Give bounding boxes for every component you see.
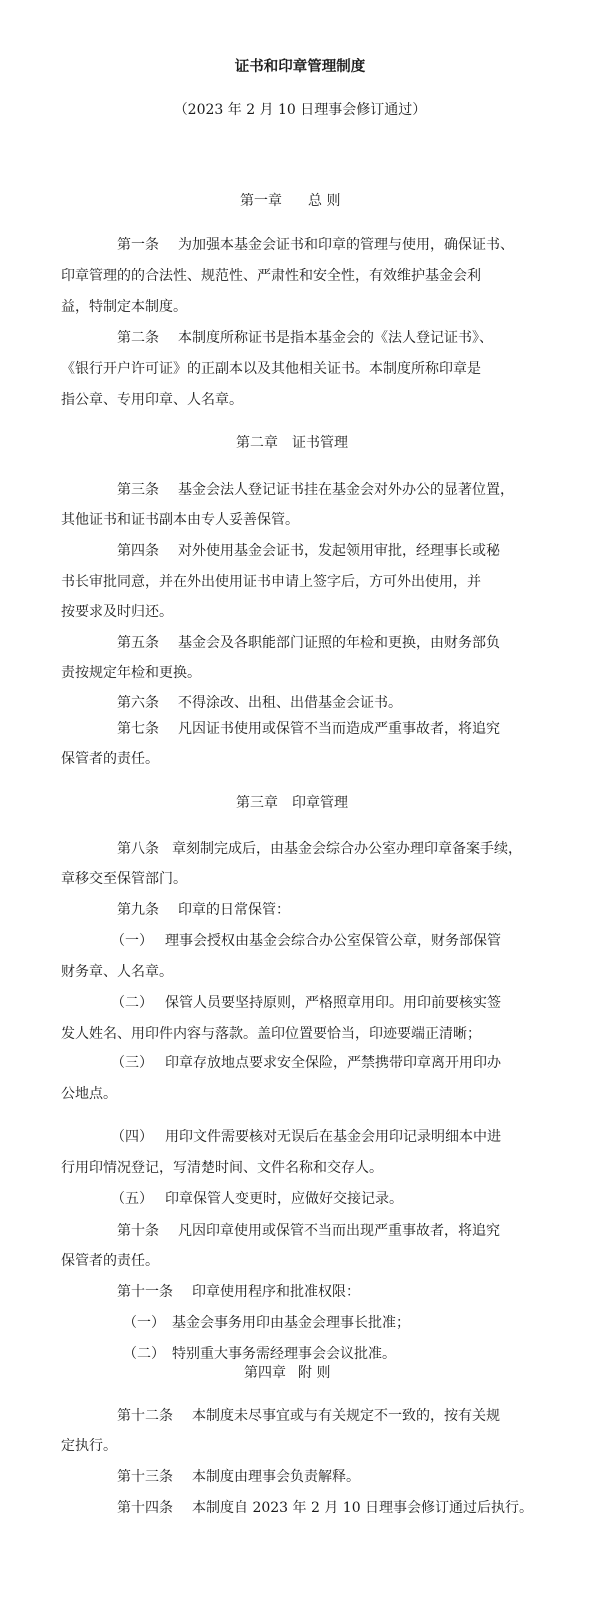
article-8-line-1: 章刻制完成后，由基金会综合办公室办理印章备案手续， xyxy=(172,841,522,857)
article-7-line-1: 凡因证书使用或保管不当而造成严重事故者，将追究 xyxy=(178,721,500,737)
article-11-item-1-line-1: 基金会事务用印由基金会理事长批准； xyxy=(172,1315,410,1331)
article-10-label: 第十条 xyxy=(117,1223,159,1239)
article-3-label: 第三条 xyxy=(117,482,159,498)
article-6-label: 第六条 xyxy=(117,695,159,711)
chapter-4-name: 附 则 xyxy=(298,1365,331,1381)
chapter-2-label: 第二章 xyxy=(236,435,278,451)
article-9-item-2-line-1: 保管人员要坚持原则，严格照章用印。用印前要核实签 xyxy=(165,995,501,1011)
article-8-line-2: 章移交至保管部门。 xyxy=(61,871,187,887)
chapter-3-label: 第三章 xyxy=(236,795,278,811)
article-9-item-5-line-1: 印章保管人变更时，应做好交接记录。 xyxy=(165,1191,403,1207)
article-9-line-1: 印章的日常保管： xyxy=(178,902,290,918)
article-4-label: 第四条 xyxy=(117,543,159,559)
article-13-label: 第十三条 xyxy=(117,1469,173,1485)
article-9-item-5-label: （五） xyxy=(111,1191,153,1207)
article-5-label: 第五条 xyxy=(117,635,159,651)
article-13-line-1: 本制度由理事会负责解释。 xyxy=(192,1469,360,1485)
article-14-label: 第十四条 xyxy=(117,1500,173,1516)
article-14-line-1: 本制度自 2023 年 2 月 10 日理事会修订通过后执行。 xyxy=(192,1500,534,1516)
article-9-item-3-label: （三） xyxy=(111,1055,153,1071)
article-12-label: 第十二条 xyxy=(117,1408,173,1424)
article-9-item-2-line-2: 发人姓名、用印件内容与落款。盖印位置要恰当，印迹要端正清晰； xyxy=(61,1026,481,1042)
article-3-line-1: 基金会法人登记证书挂在基金会对外办公的显著位置， xyxy=(178,482,514,498)
article-1-line-3: 益，特制定本制度。 xyxy=(61,299,187,315)
chapter-1-name: 总 则 xyxy=(308,193,341,209)
article-8-label: 第八条 xyxy=(117,841,159,857)
article-9-item-3-line-2: 公地点。 xyxy=(61,1086,117,1102)
article-9-item-1-label: （一） xyxy=(111,933,153,949)
document-title: 证书和印章管理制度 xyxy=(234,58,366,75)
article-2-line-1: 本制度所称证书是指本基金会的《法人登记证书》、 xyxy=(178,330,493,346)
article-1-label: 第一条 xyxy=(117,237,159,253)
article-2-line-2: 《银行开户许可证》的正副本以及其他相关证书。本制度所称印章是 xyxy=(61,361,481,377)
article-12-line-2: 定执行。 xyxy=(61,1438,117,1454)
article-12-line-1: 本制度未尽事宜或与有关规定不一致的，按有关规 xyxy=(192,1408,500,1424)
article-2-label: 第二条 xyxy=(117,330,159,346)
chapter-2-name: 证书管理 xyxy=(292,435,348,451)
chapter-1-label: 第一章 xyxy=(240,193,282,209)
article-9-item-3-line-1: 印章存放地点要求安全保险，严禁携带印章离开用印办 xyxy=(165,1055,501,1071)
chapter-3-name: 印章管理 xyxy=(292,795,348,811)
article-5-line-1: 基金会及各职能部门证照的年检和更换，由财务部负 xyxy=(178,635,500,651)
article-9-item-4-line-1: 用印文件需要核对无误后在基金会用印记录明细本中进 xyxy=(165,1129,501,1145)
article-2-line-3: 指公章、专用印章、人名章。 xyxy=(61,392,243,408)
article-4-line-1: 对外使用基金会证书，发起领用审批，经理事长或秘 xyxy=(178,543,500,559)
article-9-item-4-label: （四） xyxy=(111,1129,153,1145)
article-4-line-3: 按要求及时归还。 xyxy=(61,604,173,620)
article-6-line-1: 不得涂改、出租、出借基金会证书。 xyxy=(178,695,402,711)
article-9-item-2-label: （二） xyxy=(111,995,153,1011)
article-9-label: 第九条 xyxy=(117,902,159,918)
article-5-line-2: 责按规定年检和更换。 xyxy=(61,665,201,681)
article-11-item-1-label: （一） xyxy=(123,1315,165,1331)
article-9-item-4-line-2: 行用印情况登记，写清楚时间、文件名称和交存人。 xyxy=(61,1160,383,1176)
article-10-line-1: 凡因印章使用或保管不当而出现严重事故者，将追究 xyxy=(178,1223,500,1239)
article-11-item-2-label: （二） xyxy=(123,1346,165,1362)
article-1-line-2: 印章管理的的合法性、规范性、严肃性和安全性，有效维护基金会利 xyxy=(61,268,481,284)
article-11-item-2-line-1: 特别重大事务需经理事会会议批准。 xyxy=(172,1346,396,1362)
article-9-item-1-line-2: 财务章、人名章。 xyxy=(61,964,173,980)
article-4-line-2: 书长审批同意，并在外出使用证书申请上签字后，方可外出使用，并 xyxy=(61,574,481,590)
chapter-4-label: 第四章 xyxy=(244,1365,286,1381)
article-7-line-2: 保管者的责任。 xyxy=(61,751,159,767)
article-9-item-1-line-1: 理事会授权由基金会综合办公室保管公章，财务部保管 xyxy=(165,933,501,949)
article-11-label: 第十一条 xyxy=(117,1284,173,1300)
article-7-label: 第七条 xyxy=(117,721,159,737)
document-subtitle: （2023 年 2 月 10 日理事会修订通过） xyxy=(173,102,427,118)
article-1-line-1: 为加强本基金会证书和印章的管理与使用，确保证书、 xyxy=(178,237,514,253)
article-10-line-2: 保管者的责任。 xyxy=(61,1253,159,1269)
article-11-line-1: 印章使用程序和批准权限： xyxy=(192,1284,360,1300)
article-3-line-2: 其他证书和证书副本由专人妥善保管。 xyxy=(61,512,299,528)
